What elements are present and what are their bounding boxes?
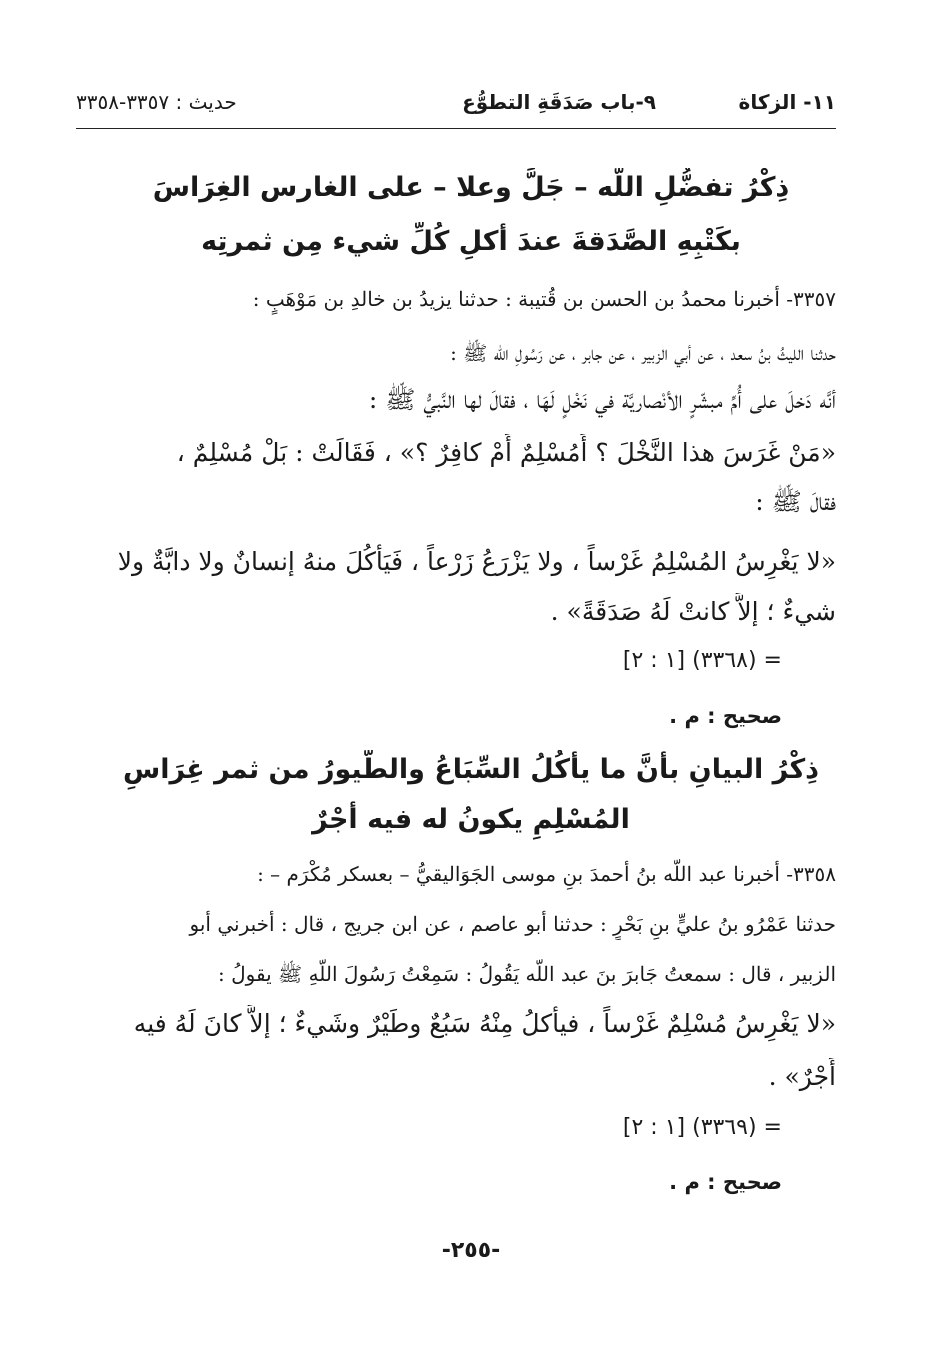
isnad-line: حدثنا عَمْرُو بنُ عليٍّ بنِ بَحْرٍ : حدثنا أبو عاصم ، عن ابن جريج ، قال : أخبرني أبو	[189, 912, 836, 936]
cross-reference: = (٣٣٦٩) [١ : ٢]	[622, 1115, 782, 1140]
matn-line: فقالَ ﷺ :	[755, 487, 836, 516]
section-title: ٩-باب صَدَقَةِ التطوُّع	[462, 90, 656, 114]
running-header	[76, 86, 836, 122]
matn-line: «لا يَغْرِسُ المُسْلِمُ غَرْساً ، ولا يَزْرَعُ زَرْعاً ، فَيَأْكُلَ منهُ إنسانٌ ولا دابَّةٌ ولا	[117, 547, 836, 576]
entry-title-line: المُسْلِمِ يكونُ له فيه أجْرٌ	[312, 804, 630, 835]
hadith-range: حديث : ٣٣٥٧-٣٣٥٨	[76, 90, 237, 114]
header-rule	[76, 128, 836, 129]
matn-line: «لا يَغْرِسُ مُسْلِمٌ غَرْساً ، فيأكلُ مِنْهُ سَبُعٌ وطَيْرٌ وشَيءٌ ؛ إلاَّ كانَ لَهُ فيه	[133, 1009, 836, 1038]
isnad-line: ٣٣٥٨- أخبرنا عبد اللّه بنُ أحمدَ بنِ موسى الجَوَاليقيُّ – بعسكر مُكْرَم – :	[257, 862, 836, 886]
entry-title-line: ذِكْرُ تفضُّلِ اللّه – جَلَّ وعلا – على الغارس الغِرَاسَ	[152, 172, 790, 203]
isnad-line: حدثنا الليثُ بنُ سعد ، عن أبي الزبير ، عن جابر ، عن رَسُولِ اللّه ﷺ :	[450, 341, 836, 365]
cross-reference: = (٣٣٦٨) [١ : ٢]	[622, 648, 782, 673]
matn-line: «مَنْ غَرَسَ هذا النَّخْلَ ؟ أَمُسْلِمٌ أَمْ كافِرٌ ؟» ، فَقَالَتْ : بَلْ مُسْلِمٌ ،	[176, 438, 836, 467]
entry-title-line: ذِكْرُ البيانِ بأنَّ ما يأكُلُ السِّبَاعُ والطُّيورُ من ثمر غِرَاسِ	[122, 754, 820, 785]
chapter-title: ١١- الزكاة	[738, 90, 836, 114]
matn-line: أنَّه دَخلَ على أُمِّ مبشّرٍ الأنْصاريَّة في نَخْلٍ لَهَا ، فقالَ لها النَّبيُّ ﷺ :	[368, 385, 836, 414]
page-number: -٢٥٥-	[441, 1238, 501, 1263]
matn-line: شيءٌ ؛ إلاَّ كانتْ لَهُ صَدَقَةً» .	[550, 597, 836, 626]
isnad-line: الزبير ، قال : سمعتُ جَابرَ بنَ عبد اللّه يَقُولُ : سَمِعْتُ رَسُولَ اللّهِ ﷺ يقولُ :	[218, 962, 836, 986]
grade-label: صحيح : م .	[669, 704, 782, 728]
entry-title-line: بكَتْبِهِ الصَّدَقةَ عندَ أكلِ كُلِّ شيء مِن ثمرتِه	[201, 226, 741, 257]
matn-line: أَجْرٌ» .	[768, 1062, 836, 1091]
grade-label: صحيح : م .	[669, 1170, 782, 1194]
isnad-line: ٣٣٥٧- أخبرنا محمدُ بن الحسن بن قُتيبة : حدثنا يزيدُ بن خالدِ بن مَوْهَبٍ :	[252, 287, 836, 311]
